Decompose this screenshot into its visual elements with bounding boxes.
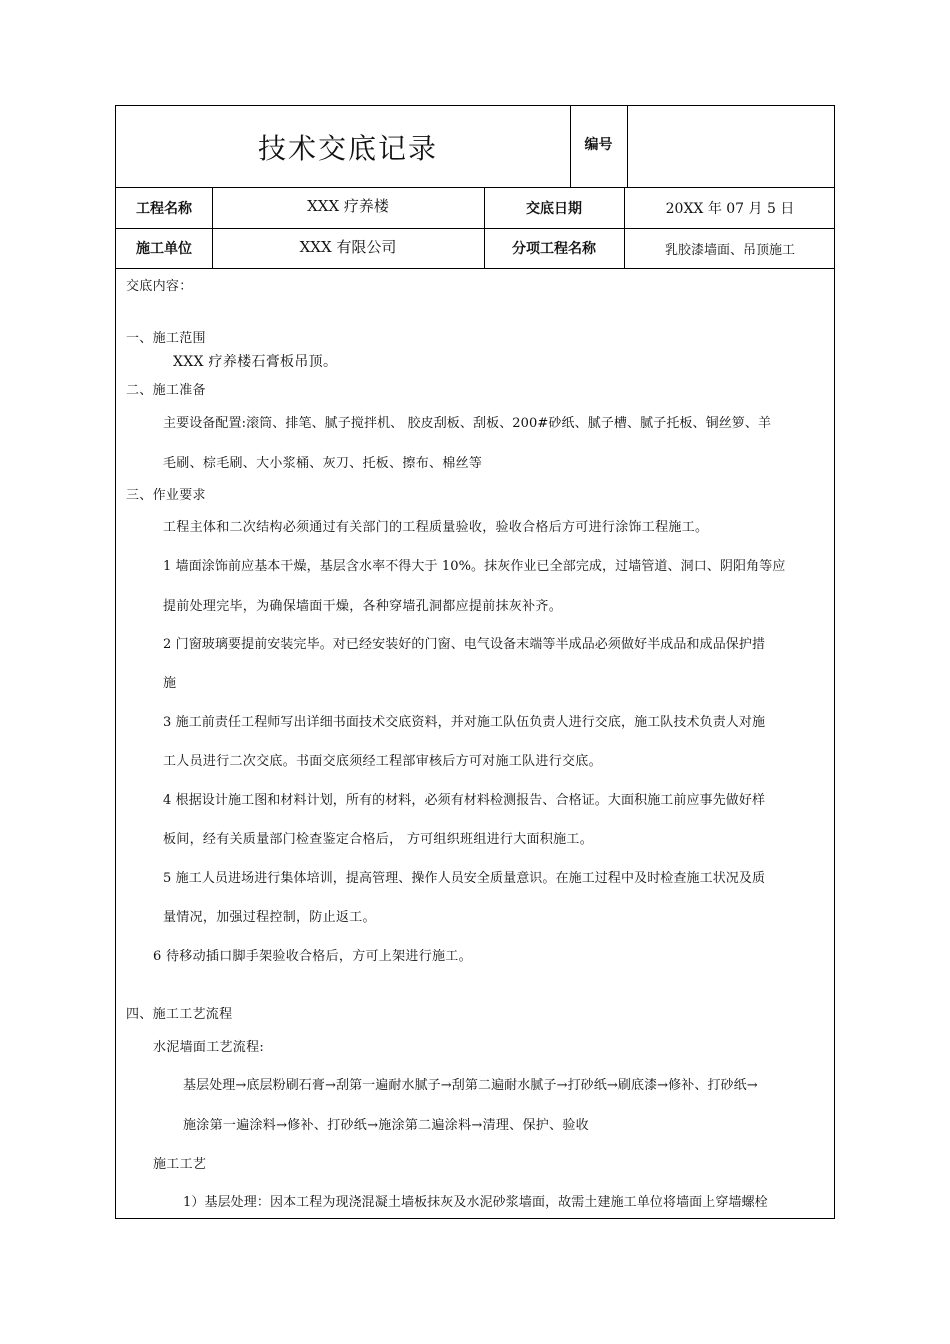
date-label: 交底日期 <box>526 200 582 217</box>
row-divider <box>116 268 834 269</box>
number-label: 编号 <box>584 136 613 153</box>
section-1-title: 一、施工范围 <box>126 331 206 346</box>
section-3-para-2a: 2 门窗玻璃要提前安装完毕。对已经安装好的门窗、电气设备末端等半成品必须做好半成品和成品保护措 <box>163 637 766 652</box>
content-intro: 交底内容： <box>126 279 193 294</box>
section-2-line-2: 毛刷、棕毛刷、大小浆桶、灰刀、托板、擦布、棉丝等 <box>163 456 483 471</box>
section-1-text: XXX 疗养楼石膏板吊顶。 <box>173 354 338 370</box>
project-name-label: 工程名称 <box>136 200 192 217</box>
section-3-para-1b: 提前处理完毕，为确保墙面干燥，各种穿墙孔洞都应提前抹灰补齐。 <box>163 599 563 614</box>
section-4-flow-1: 基层处理→底层粉刷石膏→刮第一遍耐水腻子→刮第二遍耐水腻子→打砂纸→刷底漆→修补、打砂纸→ <box>183 1078 758 1093</box>
section-3-para-5a: 5 施工人员进场进行集体培训，提高管理、操作人员安全质量意识。在施工过程中及时检查施工状况及质 <box>163 871 766 886</box>
section-3-para-3b: 工人员进行二次交底。书面交底须经工程部审核后方可对施工队进行交底。 <box>163 754 602 769</box>
unit-label: 施工单位 <box>136 241 192 257</box>
section-3-para-4a: 4 根据设计施工图和材料计划，所有的材料，必须有材料检测报告、合格证。大面积施工前应事先做好样 <box>163 793 766 808</box>
unit-value: XXX 有限公司 <box>299 237 397 256</box>
section-4-subtitle-1: 水泥墙面工艺流程: <box>153 1040 265 1055</box>
number-value <box>627 106 836 187</box>
section-3-para-5b: 量情况，加强过程控制，防止返工。 <box>163 910 376 925</box>
section-4-step-1: 1）基层处理：因本工程为现浇混凝土墙板抹灰及水泥砂浆墙面，故需土建施工单位将墙面上穿墙螺栓 <box>183 1195 768 1210</box>
section-2-line-1: 主要设备配置:滚筒、排笔、腻子搅拌机、 胶皮刮板、刮板、200#砂纸、腻子槽、腻子托板、铜丝箩、羊 <box>163 416 772 431</box>
page-title: 技术交底记录 <box>257 131 438 165</box>
subproject-value: 乳胶漆墙面、吊顶施工 <box>664 242 795 258</box>
subproject-label: 分项工程名称 <box>512 241 596 257</box>
section-3-para-1a: 1 墙面涂饰前应基本干燥，基层含水率不得大于 10%。抹灰作业已全部完成，过墙管道、洞口、阴阳角等应 <box>163 559 786 574</box>
section-4-title: 四、施工工艺流程 <box>126 1007 233 1022</box>
section-3-para-3a: 3 施工前责任工程师写出详细书面技术交底资料，并对施工队伍负责人进行交底，施工队技术负责人对施 <box>163 715 766 730</box>
section-4-subtitle-2: 施工工艺 <box>153 1157 207 1172</box>
section-2-title: 二、施工准备 <box>126 383 206 398</box>
date-value: 20XX 年 07 月 5 日 <box>665 200 795 217</box>
section-3-para-0: 工程主体和二次结构必须通过有关部门的工程质量验收，验收合格后方可进行涂饰工程施工。 <box>163 520 709 535</box>
section-3-title: 三、作业要求 <box>126 488 206 503</box>
section-4-flow-2: 施涂第一遍涂料→修补、打砂纸→施涂第二遍涂料→清理、保护、验收 <box>183 1118 589 1133</box>
project-name-value: XXX 疗养楼 <box>307 197 389 215</box>
section-3-para-2b: 施 <box>163 676 177 691</box>
section-3-para-6: 6 待移动插口脚手架验收合格后，方可上架进行施工。 <box>153 949 472 964</box>
section-3-para-4b: 板间，经有关质量部门检查鉴定合格后， 方可组织班组进行大面积施工。 <box>163 832 594 847</box>
